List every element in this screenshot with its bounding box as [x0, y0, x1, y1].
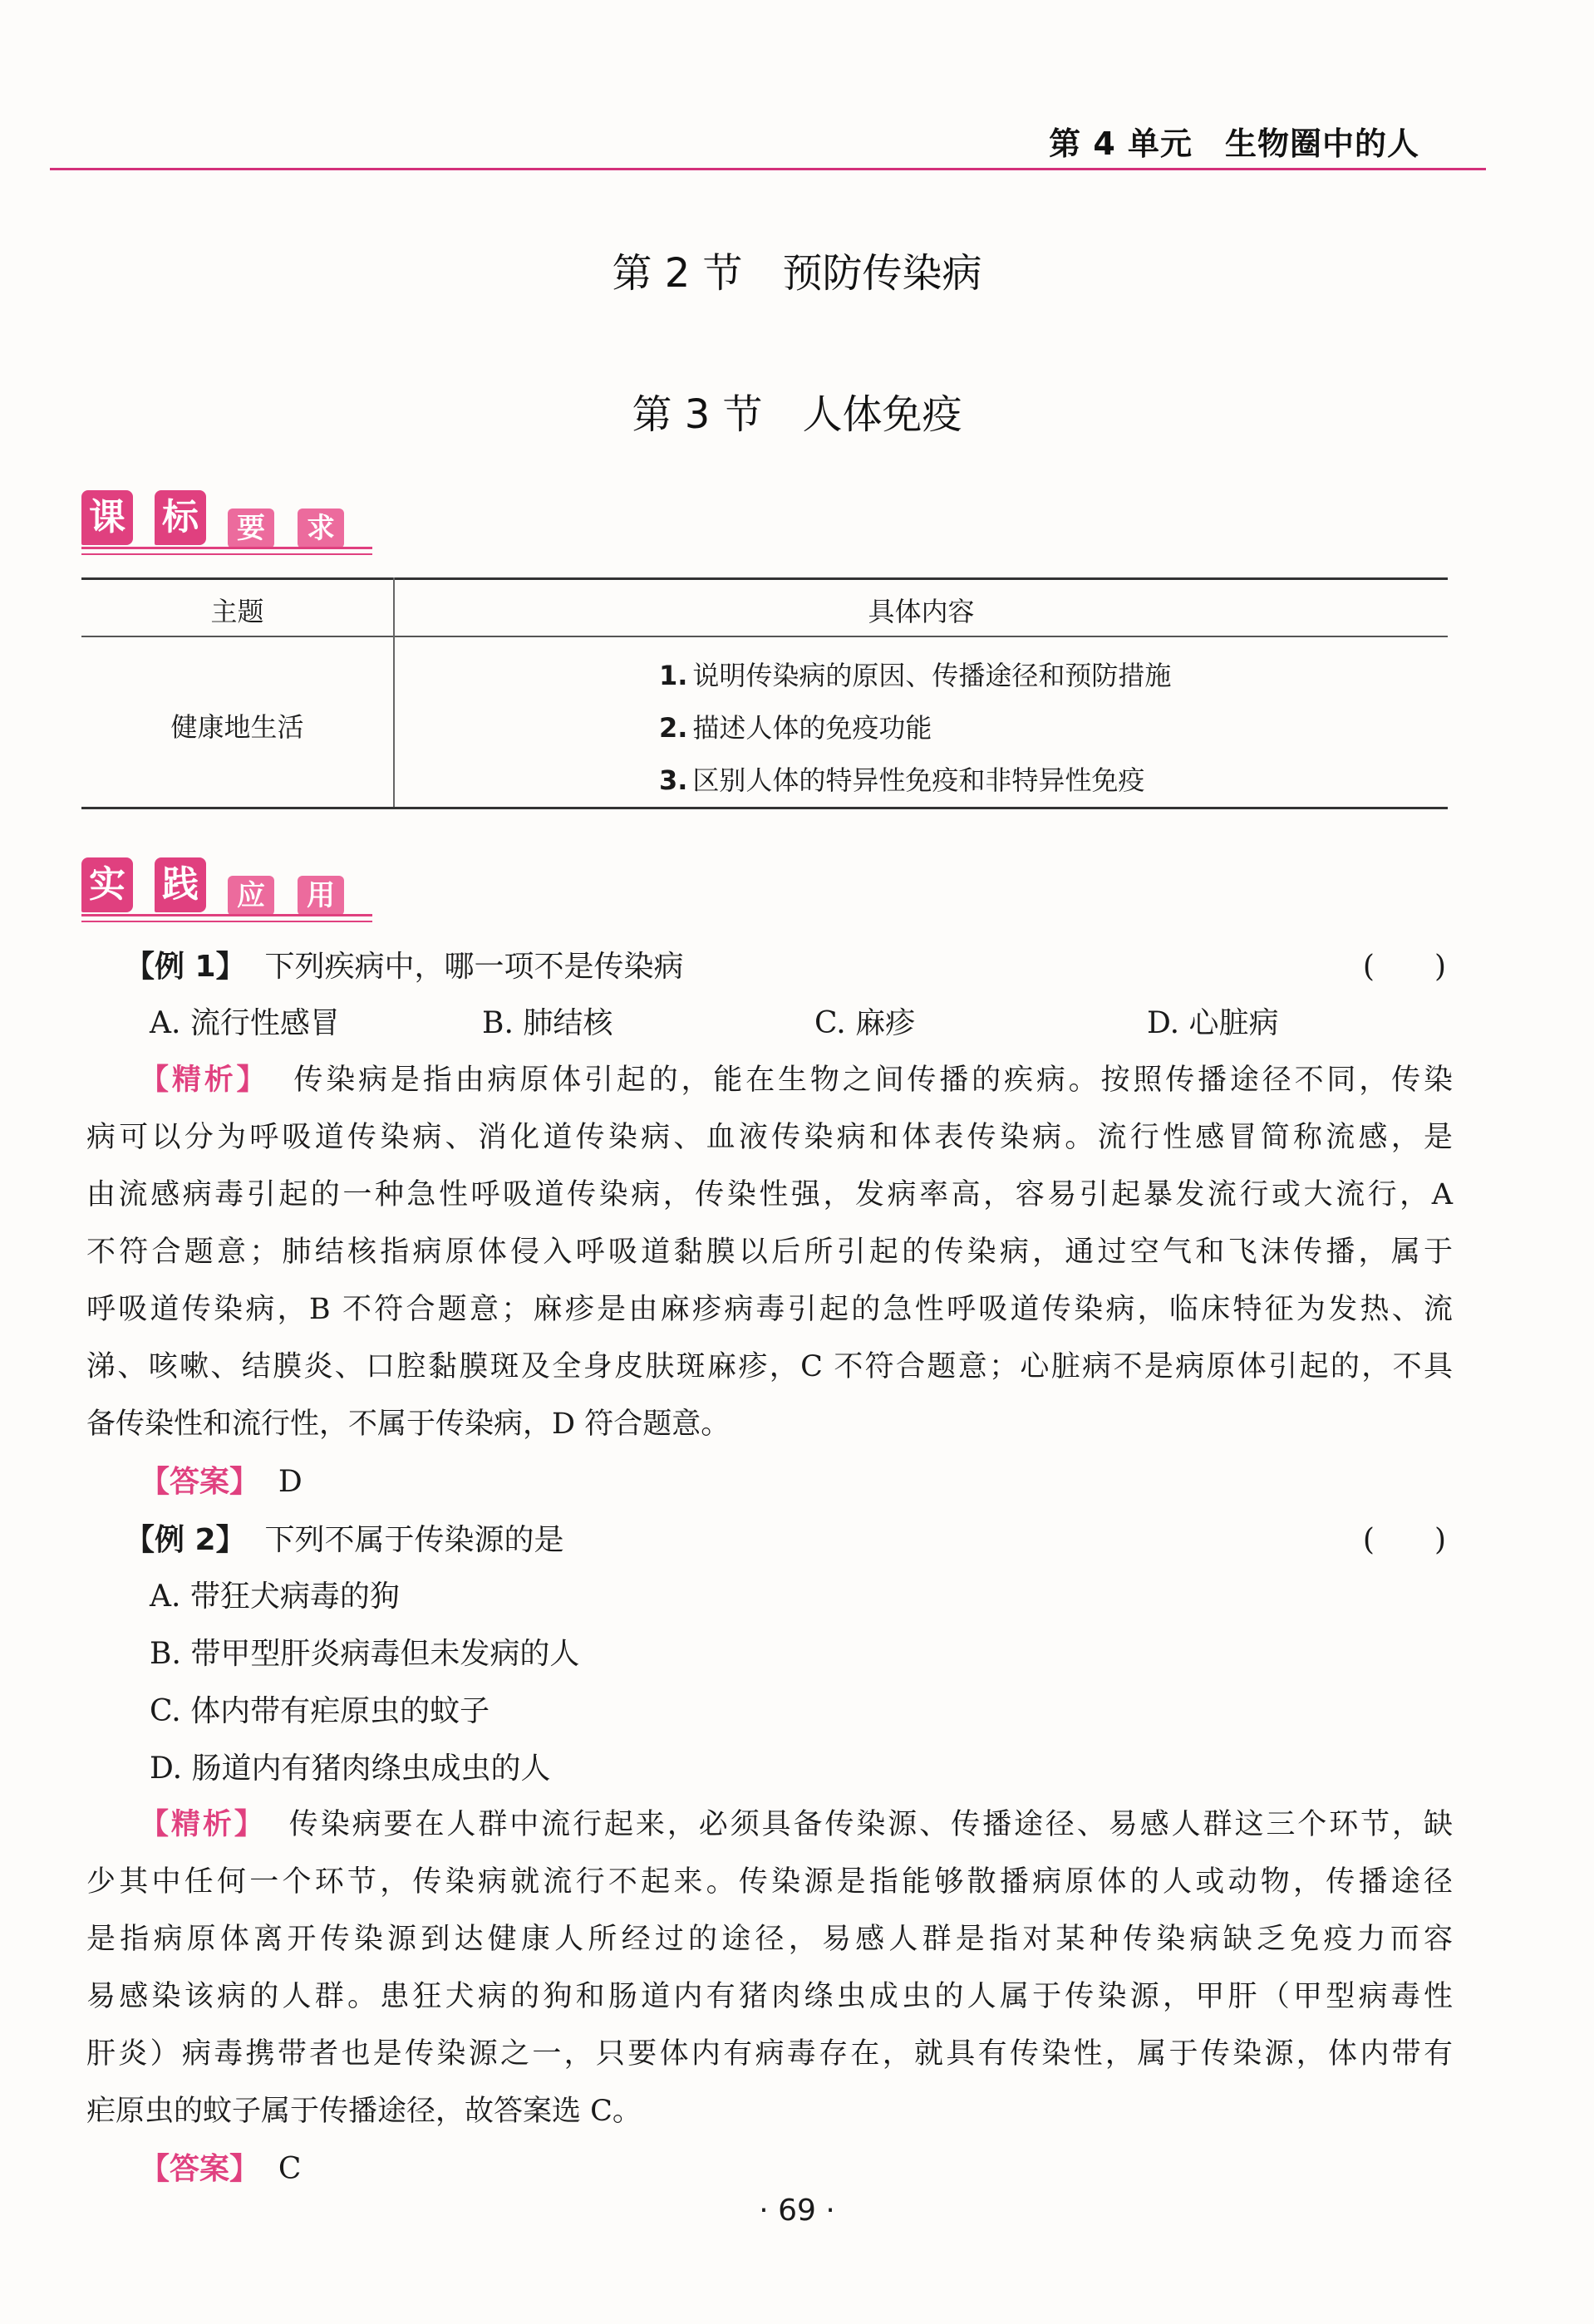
item-text: 描述人体的免疫功能 [692, 712, 932, 744]
answer-value: D [278, 1465, 303, 1499]
example-2-analysis-line: 少其中任何一个环节，传染病就流行不起来。传染源是指能够散播病原体的人或动物，传播途径 [86, 1865, 1453, 1899]
example-2-text: 下列不属于传染源的是 [264, 1523, 564, 1557]
item-number: 3. [659, 764, 688, 796]
table-item [659, 655, 1171, 693]
answer-value: C [278, 2152, 302, 2186]
table-rule [81, 807, 1448, 809]
example-1-analysis-line: 不符合题意；肺结核指病原体侵入呼吸道黏膜以后所引起的传染病，通过空气和飞沫传播，属于 [86, 1236, 1453, 1269]
item-number: 1. [659, 660, 688, 691]
example-1-analysis-line: 由流感病毒引起的一种急性呼吸道传染病，传染性强，发病率高，容易引起暴发流行或大流行，A [86, 1178, 1453, 1211]
table-divider [393, 577, 395, 809]
analysis-text: 传染病是指由病原体引起的，能在生物之间传播的疾病。按照传播途径不同，传染 [293, 1064, 1453, 1097]
example-2-option: A. 带狂犬病毒的狗 [150, 1580, 400, 1614]
badge-char: 标 [155, 490, 206, 545]
analysis-label: 【精析】 [140, 1808, 266, 1841]
badge-char: 实 [81, 857, 133, 912]
badge-underline [81, 914, 372, 916]
unit-header-title: 第 4 单元 生物圈中的人 [1049, 125, 1419, 162]
section-2-name: 预防传染病 [782, 250, 982, 297]
example-1-analysis-line: 涕、咳嗽、结膜炎、口腔黏膜斑及全身皮肤斑麻疹，C 不符合题意；心脏病不是病原体引起的，不具 [86, 1350, 1453, 1383]
example-1-analysis-line: 呼吸道传染病，B 不符合题意；麻疹是由麻疹病毒引起的急性呼吸道传染病，临床特征为发热、流 [86, 1293, 1453, 1326]
example-1-option: D. 心脏病 [1147, 1006, 1279, 1040]
table-item [659, 707, 932, 745]
section-2-title [0, 241, 1594, 298]
example-1-answer [140, 1458, 303, 1501]
example-2-analysis-line: 疟原虫的蚊子属于传播途径，故答案选 C。 [86, 2095, 642, 2128]
section-3-number: 第 3 节 [632, 391, 763, 438]
standards-table [81, 577, 1448, 810]
answer-label: 【答案】 [140, 1465, 260, 1499]
example-2-analysis-line: 是指病原体离开传染源到达健康人所经过的途径，易感人群是指对某种传染病缺乏免疫力而容 [86, 1923, 1453, 1956]
example-2-option: B. 带甲型肝炎病毒但未发病的人 [150, 1637, 580, 1671]
section-3-name: 人体免疫 [802, 391, 962, 438]
analysis-label: 【精析】 [140, 1064, 269, 1097]
item-text: 区别人体的特异性免疫和非特异性免疫 [692, 764, 1145, 796]
example-1-analysis-line [140, 1057, 1453, 1098]
standards-badge [81, 490, 381, 557]
example-1-label: 【例 1】 [125, 950, 246, 984]
table-header-content: 具体内容 [868, 596, 975, 627]
example-2-answer [140, 2145, 301, 2188]
example-1-option: B. 肺结核 [482, 1006, 613, 1040]
page-number: · 69 · [759, 2194, 835, 2228]
example-1-option: C. 麻疹 [814, 1006, 916, 1040]
badge-underline [81, 921, 372, 922]
example-1-option: A. 流行性感冒 [150, 1006, 340, 1040]
example-1-question [125, 943, 684, 985]
table-rule [81, 577, 1448, 580]
example-1-text: 下列疾病中，哪一项不是传染病 [264, 950, 684, 984]
badge-underline [81, 547, 372, 549]
answer-label: 【答案】 [140, 2152, 260, 2186]
badge-char: 应 [228, 876, 274, 916]
table-cell-topic: 健康地生活 [170, 711, 304, 743]
table-rule [81, 636, 1448, 637]
badge-char: 用 [298, 876, 344, 916]
example-2-label: 【例 2】 [125, 1523, 246, 1557]
example-2-analysis-line [140, 1801, 1453, 1843]
example-2-option: D. 肠道内有猪肉绦虫成虫的人 [150, 1752, 551, 1786]
practice-badge [81, 857, 381, 924]
item-text: 说明传染病的原因、传播途径和预防措施 [692, 660, 1172, 691]
example-2-option: C. 体内带有疟原虫的蚊子 [150, 1694, 490, 1728]
example-1-analysis-line: 备传染性和流行性，不属于传染病，D 符合题意。 [86, 1408, 731, 1441]
badge-char: 课 [81, 490, 133, 545]
badge-char: 践 [155, 857, 206, 912]
badge-char: 要 [228, 509, 274, 548]
example-1-answer-blank: ( ) [1362, 950, 1446, 984]
example-2-question [125, 1516, 564, 1559]
table-header-topic: 主题 [210, 596, 264, 627]
badge-char: 求 [298, 509, 344, 548]
badge-underline [81, 553, 372, 555]
example-1-analysis-line: 病可以分为呼吸道传染病、消化道传染病、血液传染病和体表传染病。流行性感冒简称流感，是 [86, 1121, 1453, 1154]
analysis-text: 传染病要在人群中流行起来，必须具备传染源、传播途径、易感人群这三个环节，缺 [288, 1808, 1453, 1841]
example-2-analysis-line: 易感染该病的人群。患狂犬病的狗和肠道内有猪肉绦虫成虫的人属于传染源，甲肝（甲型病毒性 [86, 1980, 1453, 2013]
item-number: 2. [659, 712, 688, 744]
example-2-answer-blank: ( ) [1362, 1523, 1446, 1557]
example-2-analysis-line: 肝炎）病毒携带者也是传染源之一，只要体内有病毒存在，就具有传染性，属于传染源，体内带有 [86, 2037, 1453, 2071]
section-2-number: 第 2 节 [612, 250, 743, 297]
header-rule [50, 168, 1486, 170]
section-3-title [0, 382, 1594, 440]
table-item [659, 759, 1144, 798]
